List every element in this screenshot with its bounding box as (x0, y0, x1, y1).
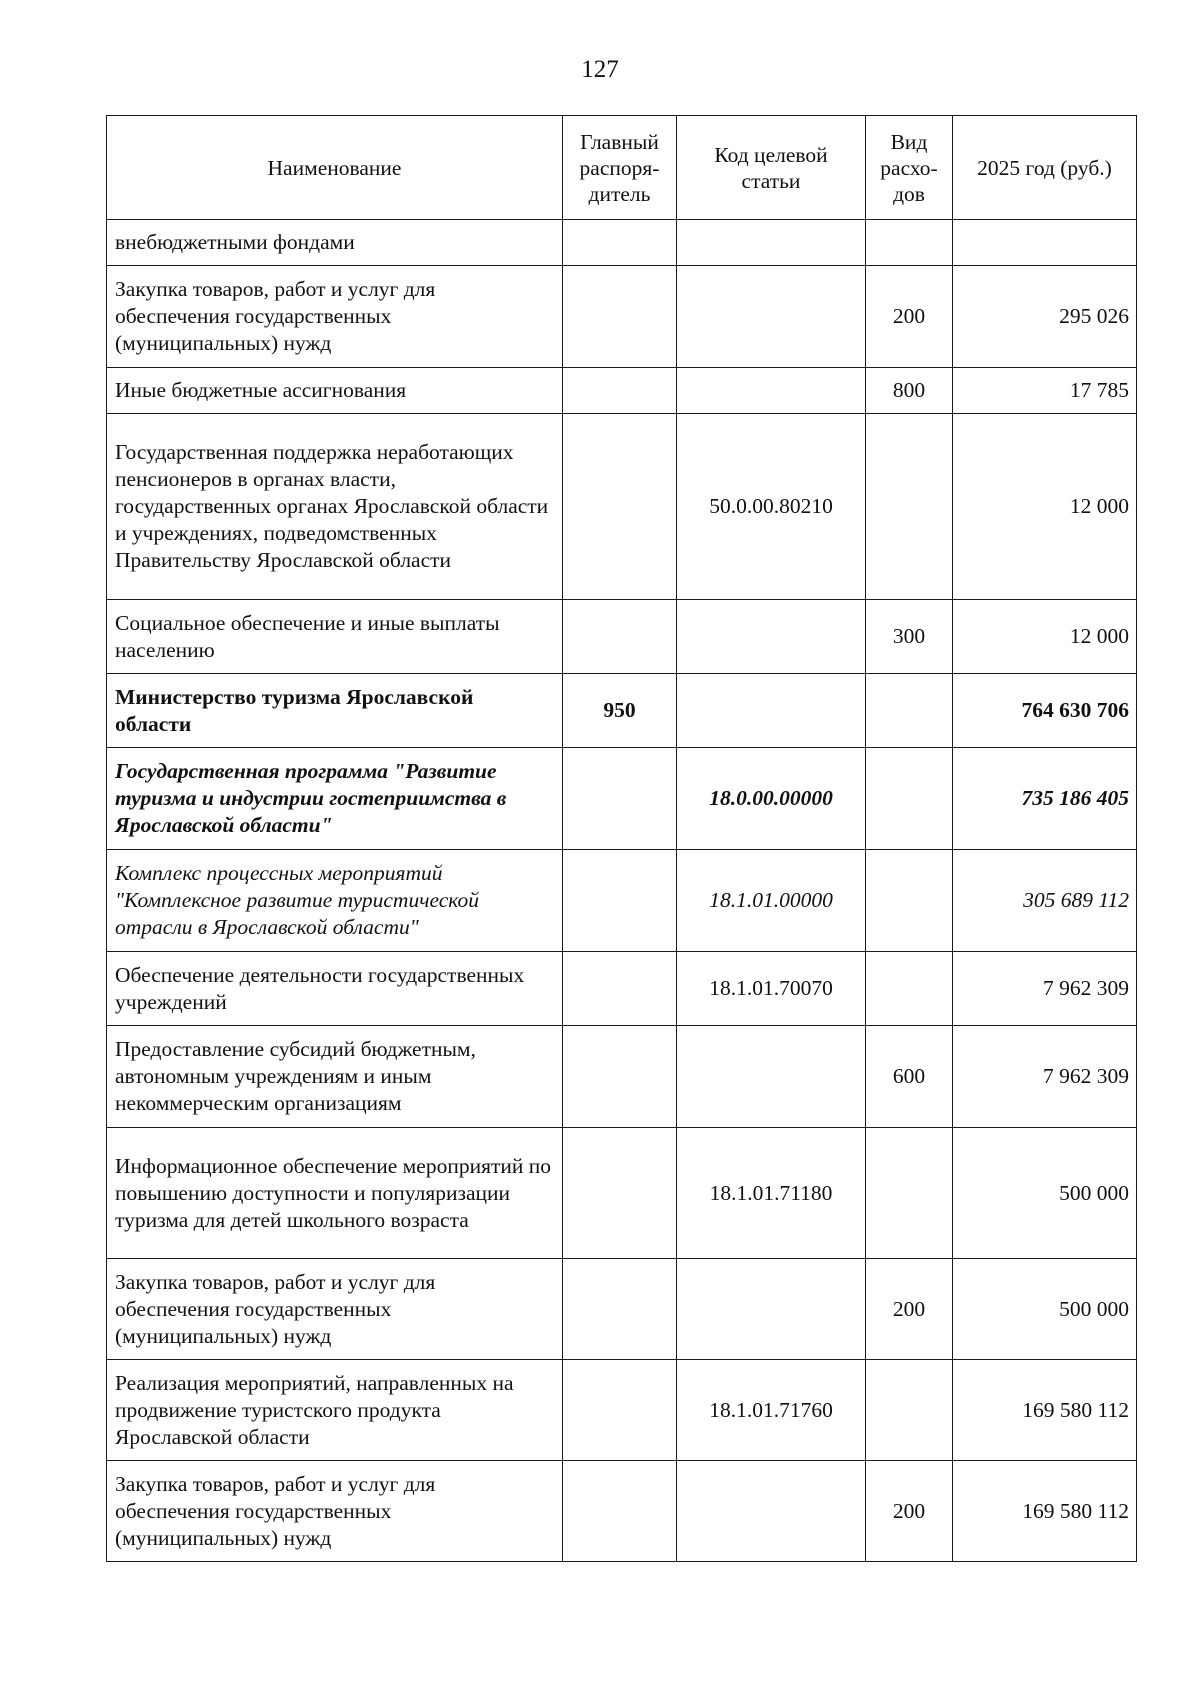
cell-amount: 764 630 706 (953, 674, 1137, 748)
cell-amount: 735 186 405 (953, 748, 1137, 850)
header-administrator: Главный распоря-дитель (563, 116, 677, 220)
cell-name: Закупка товаров, работ и услуг для обеспечения государственных (муниципальных) нужд (107, 266, 563, 368)
cell-name: Государственная поддержка неработающих пенсионеров в органах власти, государственных органах Ярославской области и учреждениях, подведомственных Правительству Ярославской области (107, 414, 563, 600)
cell-name: Иные бюджетные ассигнования (107, 368, 563, 414)
cell-name: Государственная программа "Развитие туризма и индустрии гостеприимства в Ярославской области" (107, 748, 563, 850)
cell-target-code (677, 1026, 866, 1128)
cell-target-code: 18.1.01.00000 (677, 850, 866, 952)
cell-administrator (563, 600, 677, 674)
cell-target-code (677, 1259, 866, 1360)
cell-expense-type (866, 952, 953, 1026)
table-row (107, 952, 1137, 1026)
cell-name: Закупка товаров, работ и услуг для обеспечения государственных (муниципальных) нужд (107, 1461, 563, 1562)
table-row (107, 220, 1137, 266)
cell-target-code (677, 368, 866, 414)
page-number: 127 (581, 56, 619, 83)
table-row (107, 748, 1137, 850)
cell-target-code: 18.0.00.00000 (677, 748, 866, 850)
cell-target-code (677, 600, 866, 674)
cell-administrator (563, 414, 677, 600)
cell-amount: 500 000 (953, 1259, 1137, 1360)
cell-expense-type: 200 (866, 1259, 953, 1360)
cell-expense-type (866, 850, 953, 952)
table-row (107, 1026, 1137, 1128)
cell-name: Социальное обеспечение и иные выплаты населению (107, 600, 563, 674)
table-row (107, 368, 1137, 414)
cell-expense-type (866, 1128, 953, 1259)
cell-amount: 12 000 (953, 600, 1137, 674)
table-row (107, 1461, 1137, 1562)
cell-amount (953, 220, 1137, 266)
cell-name: Обеспечение деятельности государственных учреждений (107, 952, 563, 1026)
cell-expense-type (866, 220, 953, 266)
cell-amount: 7 962 309 (953, 952, 1137, 1026)
cell-amount: 169 580 112 (953, 1461, 1137, 1562)
cell-amount: 500 000 (953, 1128, 1137, 1259)
table-row (107, 600, 1137, 674)
cell-target-code (677, 674, 866, 748)
cell-target-code (677, 266, 866, 368)
cell-administrator (563, 1026, 677, 1128)
table-header-row (107, 116, 1137, 220)
cell-administrator (563, 266, 677, 368)
cell-administrator (563, 1259, 677, 1360)
cell-target-code (677, 1461, 866, 1562)
cell-amount: 7 962 309 (953, 1026, 1137, 1128)
table-row (107, 1360, 1137, 1461)
cell-administrator (563, 850, 677, 952)
cell-administrator: 950 (563, 674, 677, 748)
cell-expense-type: 200 (866, 1461, 953, 1562)
table-row (107, 266, 1137, 368)
header-expense-type: Вид расхо-дов (866, 116, 953, 220)
cell-administrator (563, 368, 677, 414)
cell-target-code (677, 220, 866, 266)
header-name: Наименование (107, 116, 563, 220)
cell-expense-type (866, 674, 953, 748)
cell-administrator (563, 748, 677, 850)
cell-expense-type: 200 (866, 266, 953, 368)
cell-administrator (563, 1461, 677, 1562)
table-row (107, 1128, 1137, 1259)
cell-amount: 17 785 (953, 368, 1137, 414)
cell-target-code: 18.1.01.70070 (677, 952, 866, 1026)
cell-expense-type: 800 (866, 368, 953, 414)
cell-amount: 295 026 (953, 266, 1137, 368)
cell-name: Реализация мероприятий, направленных на продвижение туристского продукта Ярославской области (107, 1360, 563, 1461)
cell-amount: 12 000 (953, 414, 1137, 600)
cell-administrator (563, 220, 677, 266)
header-year-2025: 2025 год (руб.) (953, 116, 1137, 220)
cell-name: Закупка товаров, работ и услуг для обеспечения государственных (муниципальных) нужд (107, 1259, 563, 1360)
cell-expense-type (866, 1360, 953, 1461)
cell-name: внебюджетными фондами (107, 220, 563, 266)
cell-target-code: 50.0.00.80210 (677, 414, 866, 600)
cell-amount: 305 689 112 (953, 850, 1137, 952)
cell-name: Предоставление субсидий бюджетным, автономным учреждениям и иным некоммерческим организациям (107, 1026, 563, 1128)
cell-expense-type: 600 (866, 1026, 953, 1128)
cell-name: Министерство туризма Ярославской области (107, 674, 563, 748)
cell-amount: 169 580 112 (953, 1360, 1137, 1461)
cell-name: Информационное обеспечение мероприятий по повышению доступности и популяризации туризма для детей школьного возраста (107, 1128, 563, 1259)
cell-expense-type (866, 414, 953, 600)
table-row (107, 414, 1137, 600)
cell-administrator (563, 952, 677, 1026)
cell-target-code: 18.1.01.71180 (677, 1128, 866, 1259)
header-target-code: Код целевой статьи (677, 116, 866, 220)
cell-administrator (563, 1128, 677, 1259)
cell-name: Комплекс процессных мероприятий "Комплексное развитие туристической отрасли в Ярославской области" (107, 850, 563, 952)
table-row (107, 1259, 1137, 1360)
table-row (107, 850, 1137, 952)
cell-administrator (563, 1360, 677, 1461)
budget-table (106, 115, 1137, 1562)
cell-expense-type: 300 (866, 600, 953, 674)
cell-expense-type (866, 748, 953, 850)
cell-target-code: 18.1.01.71760 (677, 1360, 866, 1461)
table-row (107, 674, 1137, 748)
